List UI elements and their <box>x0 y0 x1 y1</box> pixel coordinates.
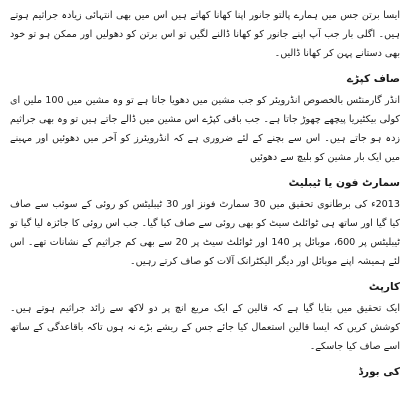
intro-paragraph: ایسا برتن جس میں ہمارے پالتو جانور اپنا کھانا کھاتے ہیں اس میں بھی انتہائی زیادہ جراثیم ہوتے ہیں۔ اگلی بار جب آپ اپنے جانور کو کھانا ڈالنے لگیں تو اس برتن کو دھولیں اور ممکن ہو تو خود بھی دستانے پہن کر کھانا ڈالیں۔ <box>10 10 400 59</box>
section-heading-carpet: کارپٹ <box>368 281 400 293</box>
section-heading-clean-clothes: صاف کپڑے <box>346 73 400 85</box>
section-heading-keyboard: کی بورڈ <box>358 366 400 378</box>
section-heading-smartphone-tablet: سمارٹ فون یا ٹیبلیٹ <box>288 177 400 189</box>
carpet-paragraph: ایک تحقیق میں بتایا گیا ہے کہ قالین کے ایک مربع انچ پر دو لاکھ سے زائد جراثیم ہوتے ہیں۔ کوشش کریں کہ ایسا قالین استعمال کیا جائے جس کے ریشے بڑے نہ ہوں تاکہ باقاعدگی کے ساتھ اسے صاف کیا جاسکے۔ <box>10 303 400 352</box>
smartphone-tablet-paragraph: 2013ء کی برطانوی تحقیق میں 30 سمارٹ فونز اور 30 ٹیبلیٹس کو روئی کے سوئب سے صاف کیا گیا اور ساتھ ہی ٹوائلٹ سیٹ کو بھی روئی سے صاف کیا گیا۔ جب اس روئی کا جائزہ لیا گیا تو ٹیبلیٹس پر 600، موبائل پر 140 اور ٹوائلٹ سیٹ پر 20 سے بھی کم جراثیم کے نشانات تھے۔ اس لئے ہمیشہ اپنے موبائل اور دیگر الیکٹرانک آلات کو صاف کرتے رہیں۔ <box>10 199 400 267</box>
clean-clothes-paragraph: انڈر گارمنٹس بالخصوص انڈرویئر کو جب مشین میں دھویا جاتا ہے تو وہ مشین میں 100 ملین ای کولی بیکٹیریا پیچھے چھوڑ جاتا ہے۔ جب باقی کپڑے اس مشین میں ڈالے جاتے ہیں تو وہ بھی جراثیم زدہ ہو جاتے ہیں۔ اس سے بچنے کے لئے ضروری ہے کہ انڈرویئرز کو آخر میں دھوئیں اور مہینے میں ایک بار مشین کو بلیچ سے دھوئیں <box>10 95 400 163</box>
